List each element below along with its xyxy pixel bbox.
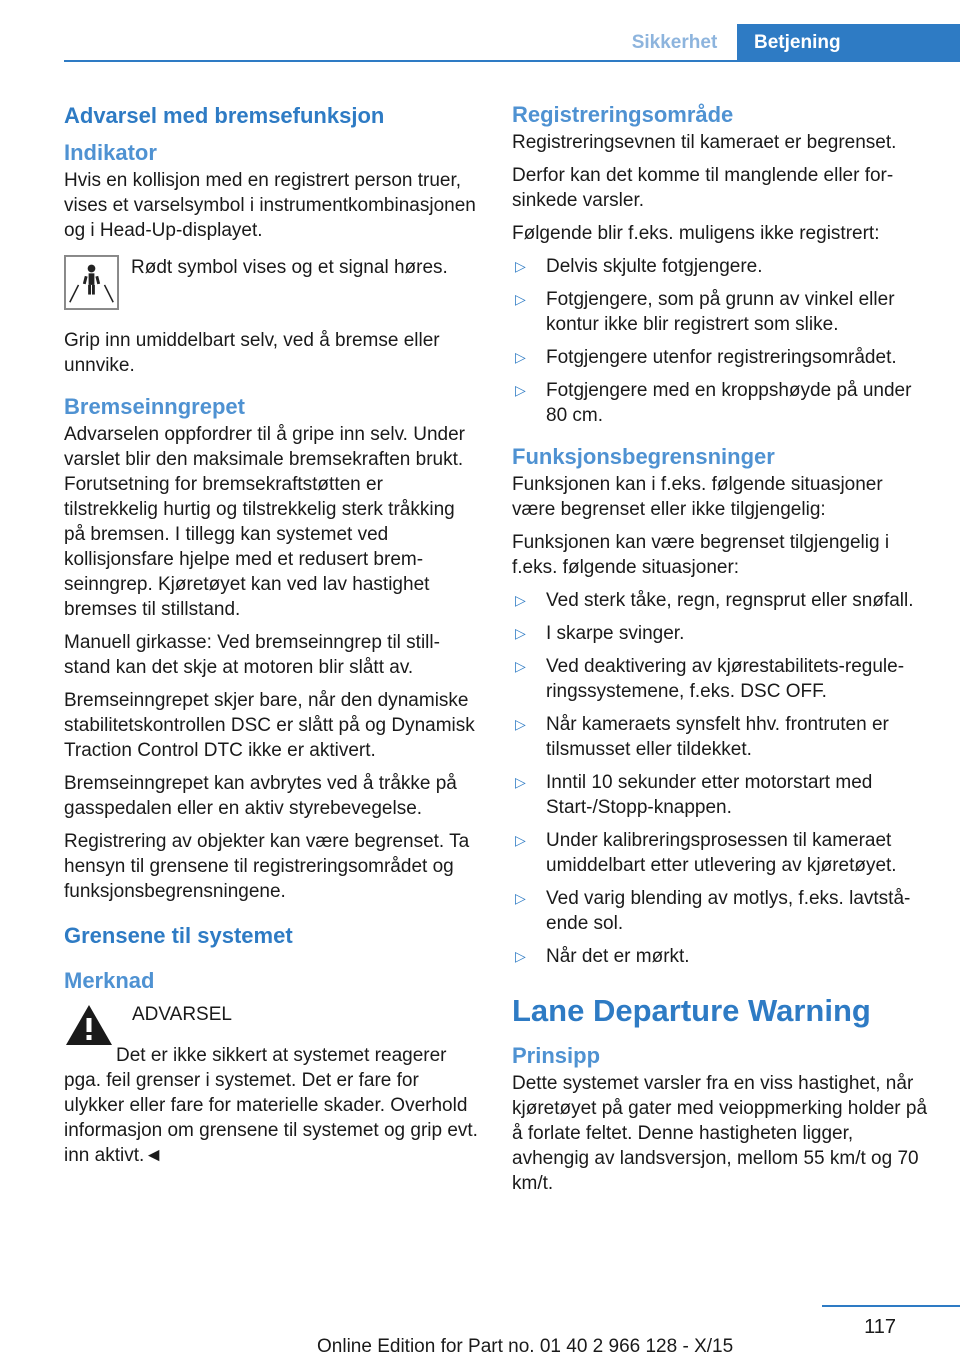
bullet-triangle-icon: ▷ xyxy=(515,291,526,307)
list-item-text: Når det er mørkt. xyxy=(546,946,690,967)
list-item-text: Delvis skjulte fotgjengere. xyxy=(546,256,763,277)
paragraph: Grip inn umiddelbart selv, ved å bremse eller unnvike. xyxy=(64,330,440,376)
list-item-text: Ved deaktivering av kjørestabilitets-reguleringssystemene, f.eks. DSC OFF. xyxy=(546,656,905,702)
bullet-triangle-icon: ▷ xyxy=(515,774,526,790)
bullet-triangle-icon: ▷ xyxy=(515,382,526,398)
list-item xyxy=(512,828,930,878)
paragraph: Følgende blir f.eks. muligens ikke registrert: xyxy=(512,223,880,244)
list-item xyxy=(512,886,930,936)
list-item xyxy=(512,770,930,820)
subheading-funksjonsbegrensninger: Funksjonsbegrensninger xyxy=(512,444,775,469)
subheading-bremseinngrepet: Bremseinngrepet xyxy=(64,394,245,419)
bullet-triangle-icon: ▷ xyxy=(515,716,526,732)
bullet-triangle-icon: ▷ xyxy=(515,349,526,365)
pedestrian-warning-icon xyxy=(64,255,119,310)
paragraph: Derfor kan det komme til manglende eller forsinkede varsler. xyxy=(512,165,894,211)
bullet-triangle-icon: ▷ xyxy=(515,592,526,608)
paragraph: Registreringsevnen til kameraet er begrenset. xyxy=(512,132,897,153)
list-item-text: Ved varig blending av motlys, f.eks. lavtstående sol. xyxy=(546,888,911,934)
chapter-heading-lane-departure: Lane Departure Warning xyxy=(512,993,871,1028)
warning-triangle-icon xyxy=(64,1003,114,1047)
list-item xyxy=(512,287,930,337)
paragraph: Funksjonen kan være begrenset tilgjengelig i f.eks. følgende situasjoner: xyxy=(512,532,890,578)
list-item-text: Ved sterk tåke, regn, regnsprut eller snøfall. xyxy=(546,590,914,611)
left-column xyxy=(64,100,480,1168)
bullet-triangle-icon: ▷ xyxy=(515,948,526,964)
bullet-triangle-icon: ▷ xyxy=(515,625,526,641)
subheading-indikator: Indikator xyxy=(64,140,157,165)
warning-title: ADVARSEL xyxy=(132,1004,232,1025)
list-item xyxy=(512,254,930,279)
indicator-block xyxy=(64,255,480,310)
list-item-text: Fotgjengere med en kroppshøyde på under 80 cm. xyxy=(546,380,912,426)
registration-list xyxy=(512,254,930,428)
bullet-triangle-icon: ▷ xyxy=(515,258,526,274)
bullet-triangle-icon: ▷ xyxy=(515,832,526,848)
list-item-text: Fotgjengere utenfor registreringsområdet. xyxy=(546,347,897,368)
section-heading-grensene: Grensene til systemet xyxy=(64,923,293,948)
list-item-text: Når kameraets synsfelt hhv. frontruten er tilsmusset eller tildekket. xyxy=(546,714,889,760)
list-item xyxy=(512,588,930,613)
subheading-merknad: Merknad xyxy=(64,968,155,993)
subheading-prinsipp: Prinsipp xyxy=(512,1043,601,1068)
list-item xyxy=(512,944,930,969)
paragraph: Hvis en kollisjon med en registrert person truer, vises et varselsymbol i instrumentkombinasjonen og i Head-Up-displayet. xyxy=(64,170,476,241)
paragraph: Bremseinngrepet kan avbrytes ved å tråkke på gasspedalen eller en aktiv styrebevegelse. xyxy=(64,773,457,819)
indicator-caption: Rødt symbol vises og et signal høres. xyxy=(131,257,448,278)
section-heading: Advarsel med bremsefunksjon xyxy=(64,103,385,128)
paragraph: Manuell girkasse: Ved bremseinngrep til stillstand kan det skje at motoren blir slått av. xyxy=(64,632,440,678)
paragraph: Dette systemet varsler fra en viss hastighet, når kjøretøyet på gater med veioppmerking holder på å forlate feltet. Denne hastigheten ligger, avhengig av landsversjon, mellom 55 km/t og 70 km/t. xyxy=(512,1073,928,1194)
bullet-triangle-icon: ▷ xyxy=(515,658,526,674)
list-item-text: Fotgjengere, som på grunn av vinkel eller kontur ikke blir registrert som slike. xyxy=(546,289,895,335)
page-number: 117 xyxy=(864,1316,896,1338)
list-item xyxy=(512,621,930,646)
footer-rule xyxy=(822,1305,960,1307)
paragraph: Advarselen oppfordrer til å gripe inn selv. Under varslet blir den maksimale bremsekraften brukt. Forutsetning for bremsekraftstøtten er tilstrekkelig hurtig og tilstrekkelig sterk tråkking på bremsen. I tillegg kan systemet ved kollisjonsfare hjelpe med et redusert bremseinngrep. Kjøretøyet kan ved lav hastighet bremses til stillstand. xyxy=(64,424,465,620)
edition-footer: Online Edition for Part no. 01 40 2 966 128 - X/15 xyxy=(317,1336,734,1357)
list-item xyxy=(512,378,930,428)
list-item-text: Inntil 10 sekunder etter motorstart med Start-/Stopp-knappen. xyxy=(546,772,873,818)
warning-body: Det er ikke sikkert at systemet reagerer pga. feil grenser i systemet. Det er fare for ulykker eller fare for materielle skader. Overhold informasjon om grensene til systemet og grip evt. inn aktivt.◄ xyxy=(64,1045,478,1166)
list-item xyxy=(512,654,930,704)
list-item-text: Under kalibreringsprosessen til kameraet umiddelbart etter utlevering av kjøretøyet. xyxy=(546,830,897,876)
tab-sikkerhet[interactable]: Sikkerhet xyxy=(631,32,718,53)
right-column xyxy=(512,100,930,1204)
bullet-triangle-icon: ▷ xyxy=(515,890,526,906)
list-item xyxy=(512,712,930,762)
subheading-registreringsomrade: Registreringsområde xyxy=(512,102,734,127)
list-item-text: I skarpe svinger. xyxy=(546,623,685,644)
limitations-list xyxy=(512,588,930,969)
warning-block xyxy=(64,1002,480,1047)
paragraph: Bremseinngrepet skjer bare, når den dynamiske stabilitetskontrollen DSC er slått på og Dynamisk Traction Control DTC ikke er aktivert. xyxy=(64,690,475,761)
paragraph: Registrering av objekter kan være begrenset. Ta hensyn til grensene til registreringsområdet og funksjonsbegrensningene. xyxy=(64,831,470,902)
tab-betjening[interactable]: Betjening xyxy=(737,24,960,62)
list-item xyxy=(512,345,930,370)
paragraph: Funksjonen kan i f.eks. følgende situasjoner være begrenset eller ikke tilgjengelig: xyxy=(512,474,883,520)
